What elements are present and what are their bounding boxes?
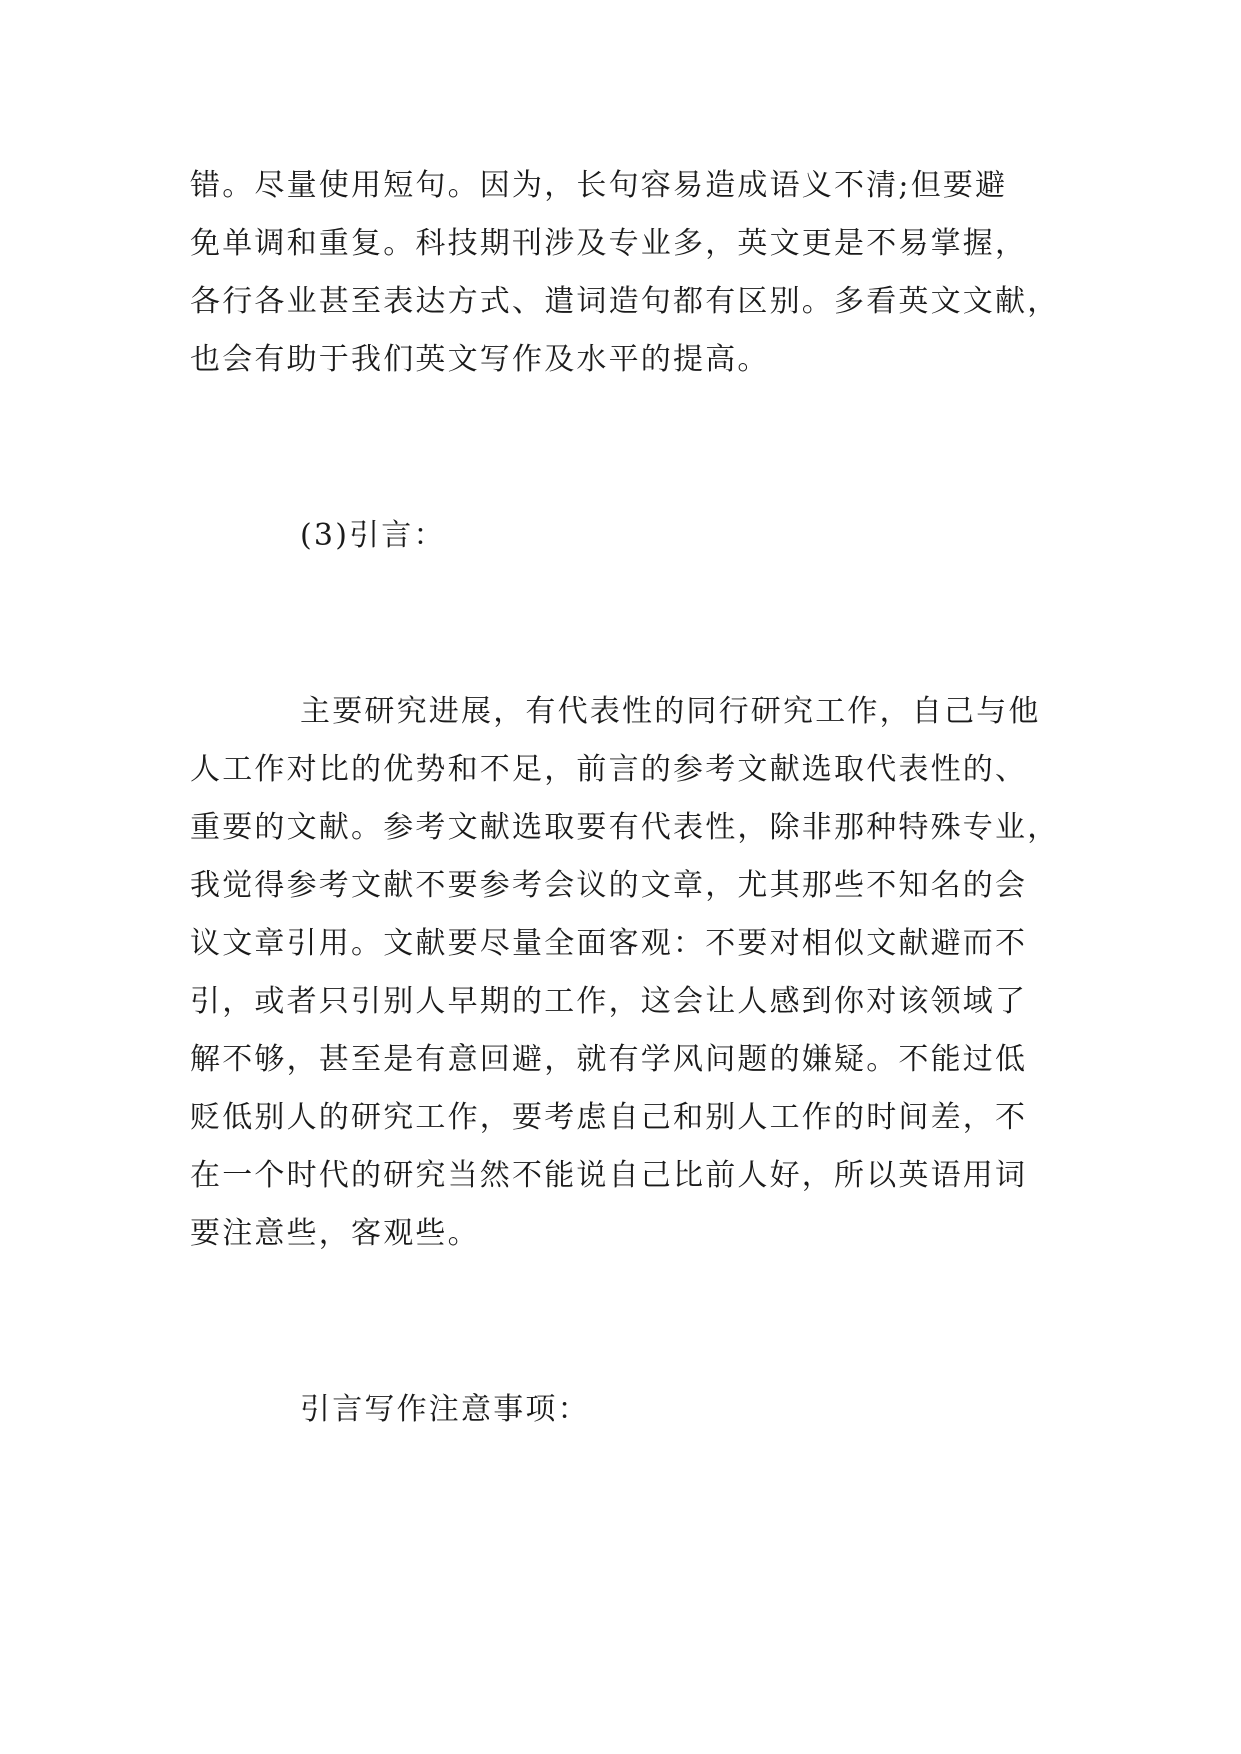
paragraph-line: 也会有助于我们英文写作及水平的提高。: [190, 342, 770, 377]
paragraph-line: 重要的文献。参考文献选取要有代表性，除非那种特殊专业，: [190, 810, 1060, 845]
paragraph-line: 要注意些，客观些。: [190, 1216, 480, 1251]
paragraph-line: 解不够，甚至是有意回避，就有学风问题的嫌疑。不能过低: [190, 1042, 1028, 1077]
paragraph-line: 人工作对比的优势和不足，前言的参考文献选取代表性的、: [190, 752, 1028, 787]
paragraph-line: 错。尽量使用短句。因为，长句容易造成语义不清;但要避: [190, 168, 1008, 203]
paragraph-line: 我觉得参考文献不要参考会议的文章，尤其那些不知名的会: [190, 868, 1028, 903]
paragraph-line: 贬低别人的研究工作，要考虑自己和别人工作的时间差，不: [190, 1100, 1028, 1135]
section-heading-intro: (3)引言：: [300, 518, 446, 553]
paragraph-line: 引，或者只引别人早期的工作，这会让人感到你对该领域了: [190, 984, 1028, 1019]
paragraph-line: 在一个时代的研究当然不能说自己比前人好，所以英语用词: [190, 1158, 1028, 1193]
section-heading-notes: 引言写作注意事项：: [300, 1392, 590, 1427]
paragraph-line: 议文章引用。文献要尽量全面客观：不要对相似文献避而不: [190, 926, 1028, 961]
paragraph-line: 主要研究进展，有代表性的同行研究工作，自己与他: [300, 694, 1041, 729]
paragraph-line: 免单调和重复。科技期刊涉及专业多，英文更是不易掌握，: [190, 226, 1028, 261]
paragraph-line: 各行各业甚至表达方式、遣词造句都有区别。多看英文文献，: [190, 284, 1060, 319]
